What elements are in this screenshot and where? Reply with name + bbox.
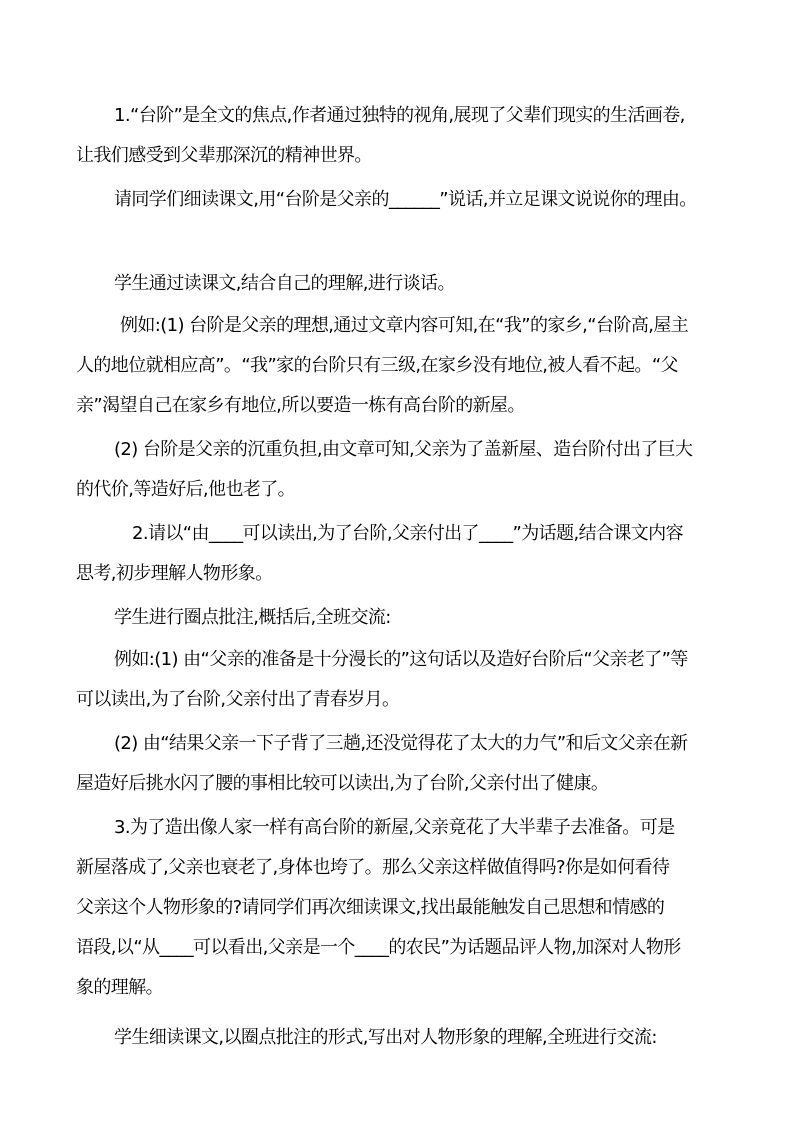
question-2-example-1 — [76, 640, 736, 720]
text-line: 例如:(1) 由“父亲的准备是十分漫长的”这句话以及造好台阶后“父亲老了”等 — [114, 649, 688, 670]
text-line: (2) 由“结果父亲一下子背了三趟,还没觉得花了太大的力气”和后文父亲在新 — [114, 733, 688, 754]
text-line: 亲”渴望自己在家乡有地位,所以要造一栋有高台阶的新屋。 — [76, 395, 525, 416]
question-2-task — [76, 514, 736, 594]
question-3-task — [76, 808, 736, 1008]
text-line: 新屋落成了,父亲也衰老了,身体也垮了。那么父亲这样做值得吗?你是如何看待 — [76, 857, 670, 878]
text-line: 可以读出,为了台阶,父亲付出了青春岁月。 — [76, 689, 400, 710]
question-1-example-1 — [76, 306, 736, 426]
question-3-student-activity — [76, 1018, 736, 1058]
text-line: 学生通过读课文,结合自己的理解,进行谈话。 — [114, 273, 455, 294]
text-line: 3.为了造出像人家一样有高台阶的新屋,父亲竟花了大半辈子去准备。可是 — [114, 817, 675, 838]
question-2-student-activity — [76, 598, 736, 638]
text-line: 1.“台阶”是全文的焦点,作者通过独特的视角,展现了父辈们现实的生活画卷, — [114, 105, 685, 126]
text-line: 的代价,等造好后,他也老了。 — [76, 479, 296, 500]
question-1-intro — [76, 96, 736, 176]
text-line: 屋造好后挑水闪了腰的事相比较可以读出,为了台阶,父亲付出了健康。 — [76, 773, 609, 794]
question-1-student-activity — [76, 264, 736, 304]
question-1-task — [76, 180, 736, 220]
text-line: 2.请以“由____可以读出,为了台阶,父亲付出了____”为话题,结合课文内容 — [132, 523, 683, 544]
question-2-example-2 — [76, 724, 736, 804]
text-line: 思考,初步理解人物形象。 — [76, 563, 273, 584]
text-line: 请同学们细读课文,用“台阶是父亲的______”说话,并立足课文说说你的理由。 — [114, 189, 697, 210]
text-line: 例如:(1) 台阶是父亲的理想,通过文章内容可知,在“我”的家乡,“台阶高,屋主 — [120, 315, 689, 336]
text-line: 父亲这个人物形象的?请同学们再次细读课文,找出最能触发自己思想和情感的 — [76, 897, 665, 918]
text-line: 学生进行圈点批注,概括后,全班交流: — [114, 607, 391, 628]
text-line: 让我们感受到父辈那深沉的精神世界。 — [76, 145, 372, 166]
text-line: 人的地位就相应高”。“我”家的台阶只有三级,在家乡没有地位,被人看不起。“父 — [76, 355, 678, 376]
text-line: 学生细读课文,以圈点批注的形式,写出对人物形象的理解,全班进行交流: — [114, 1027, 657, 1048]
text-line: 象的理解。 — [76, 977, 163, 998]
text-line: 语段,以“从____可以看出,父亲是一个____的农民”为话题品评人物,加深对人物形 — [76, 937, 681, 958]
question-1-example-2 — [76, 430, 736, 510]
text-line: (2) 台阶是父亲的沉重负担,由文章可知,父亲为了盖新屋、造台阶付出了巨大 — [114, 439, 693, 460]
